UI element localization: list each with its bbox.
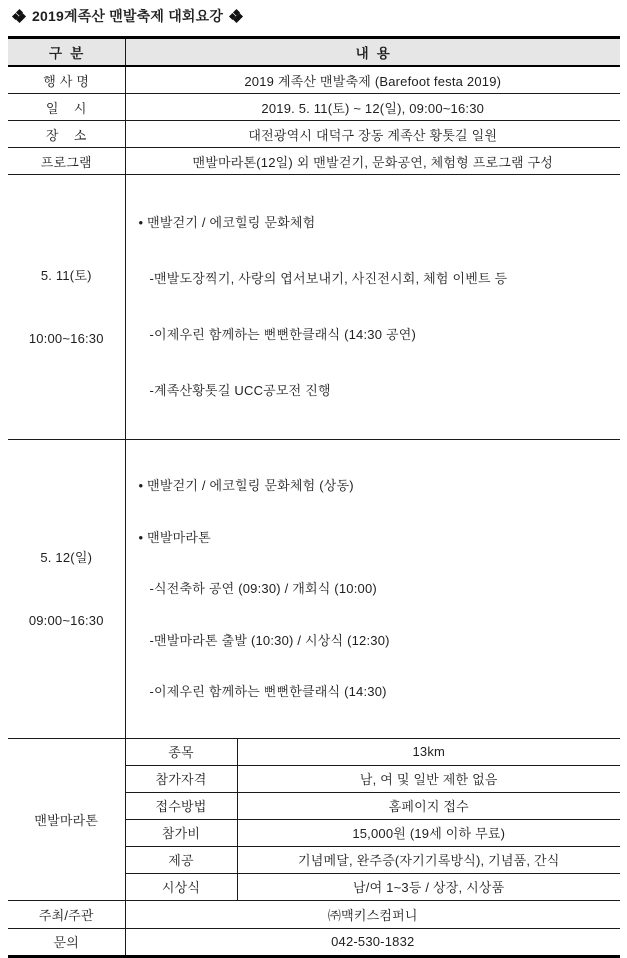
footer-label: 주최/주관 [8, 900, 125, 928]
row-value: 2019 계족산 맨발축제 (Barefoot festa 2019) [125, 66, 620, 94]
footer-value: ㈜맥키스컴퍼니 [125, 900, 620, 928]
content-line: -계족산황톳길 UCC공모전 진행 [149, 383, 331, 398]
table-row-place [8, 121, 620, 148]
table-row-host [8, 900, 620, 928]
header-category-cell: 구 분 [8, 38, 125, 67]
row-value: 맨발마라톤(12일) 외 맨발걷기, 문화공연, 체험형 프로그램 구성 [125, 148, 620, 175]
marathon-item-value: 15,000원 (19세 이하 무료) [237, 819, 620, 846]
content-line: -식전축하 공연 (09:30) / 개회식 (10:00) [149, 581, 377, 596]
row-value: 2019. 5. 11(토) ~ 12(일), 09:00~16:30 [125, 94, 620, 121]
table-row-program [8, 148, 620, 175]
header-content-cell: 내 용 [125, 38, 620, 67]
day1-content [125, 175, 620, 440]
marathon-label: 맨발마라톤 [8, 738, 125, 900]
marathon-item-value: 남, 여 및 일반 제한 없음 [237, 765, 620, 792]
day1-label [8, 175, 125, 440]
content-line: • 맨발걷기 / 에코힐링 문화체험 [138, 215, 316, 230]
table-row-event-name [8, 66, 620, 94]
four-diamond-icon [13, 10, 25, 22]
marathon-item-value: 남/여 1~3등 / 상장, 시상품 [237, 873, 620, 900]
marathon-item-name: 접수방법 [125, 792, 237, 819]
marathon-row-event [8, 738, 620, 765]
marathon-item-value: 13km [237, 738, 620, 765]
row-label: 장 소 [8, 121, 125, 148]
four-diamond-icon [230, 10, 242, 22]
marathon-item-name: 제공 [125, 846, 237, 873]
footer-label: 문의 [8, 928, 125, 956]
marathon-item-name: 참가비 [125, 819, 237, 846]
table-row-contact [8, 928, 620, 956]
marathon-item-name: 참가자격 [125, 765, 237, 792]
page-title-text: 2019계족산 맨발축제 대회요강 [32, 8, 224, 24]
header-row [8, 38, 620, 67]
content-line: • 맨발걷기 / 에코힐링 문화체험 (상동) [138, 478, 354, 493]
table-row-day2 [8, 440, 620, 739]
content-line: -이제우린 함께하는 뻔뻔한클래식 (14:30) [149, 684, 387, 699]
row-label: 행 사 명 [8, 66, 125, 94]
row-label: 프로그램 [8, 148, 125, 175]
marathon-item-value: 기념메달, 완주증(자기기록방식), 기념품, 간식 [237, 846, 620, 873]
day2-content [125, 440, 620, 739]
day2-label [8, 440, 125, 739]
marathon-item-value: 홈페이지 접수 [237, 792, 620, 819]
marathon-item-name: 종목 [125, 738, 237, 765]
event-outline-table [8, 36, 620, 958]
day1-time: 10:00~16:30 [28, 331, 104, 346]
day1-date: 5. 11(토) [40, 268, 92, 283]
table-row-day1 [8, 175, 620, 440]
day2-time: 09:00~16:30 [28, 612, 104, 628]
page-title [13, 6, 627, 26]
content-line: • 맨발마라톤 [138, 529, 211, 545]
marathon-item-name: 시상식 [125, 873, 237, 900]
row-label: 일 시 [8, 94, 125, 121]
content-line: -이제우린 함께하는 뻔뻔한클래식 (14:30 공연) [149, 327, 416, 342]
day2-date: 5. 12(일) [40, 549, 93, 565]
content-line: -맨발도장찍기, 사랑의 엽서보내기, 사진전시회, 체험 이벤트 등 [149, 271, 508, 286]
footer-value: 042-530-1832 [125, 928, 620, 956]
content-line: -맨발마라톤 출발 (10:30) / 시상식 (12:30) [149, 632, 390, 648]
row-value: 대전광역시 대덕구 장동 계족산 황톳길 일원 [125, 121, 620, 148]
table-row-date [8, 94, 620, 121]
